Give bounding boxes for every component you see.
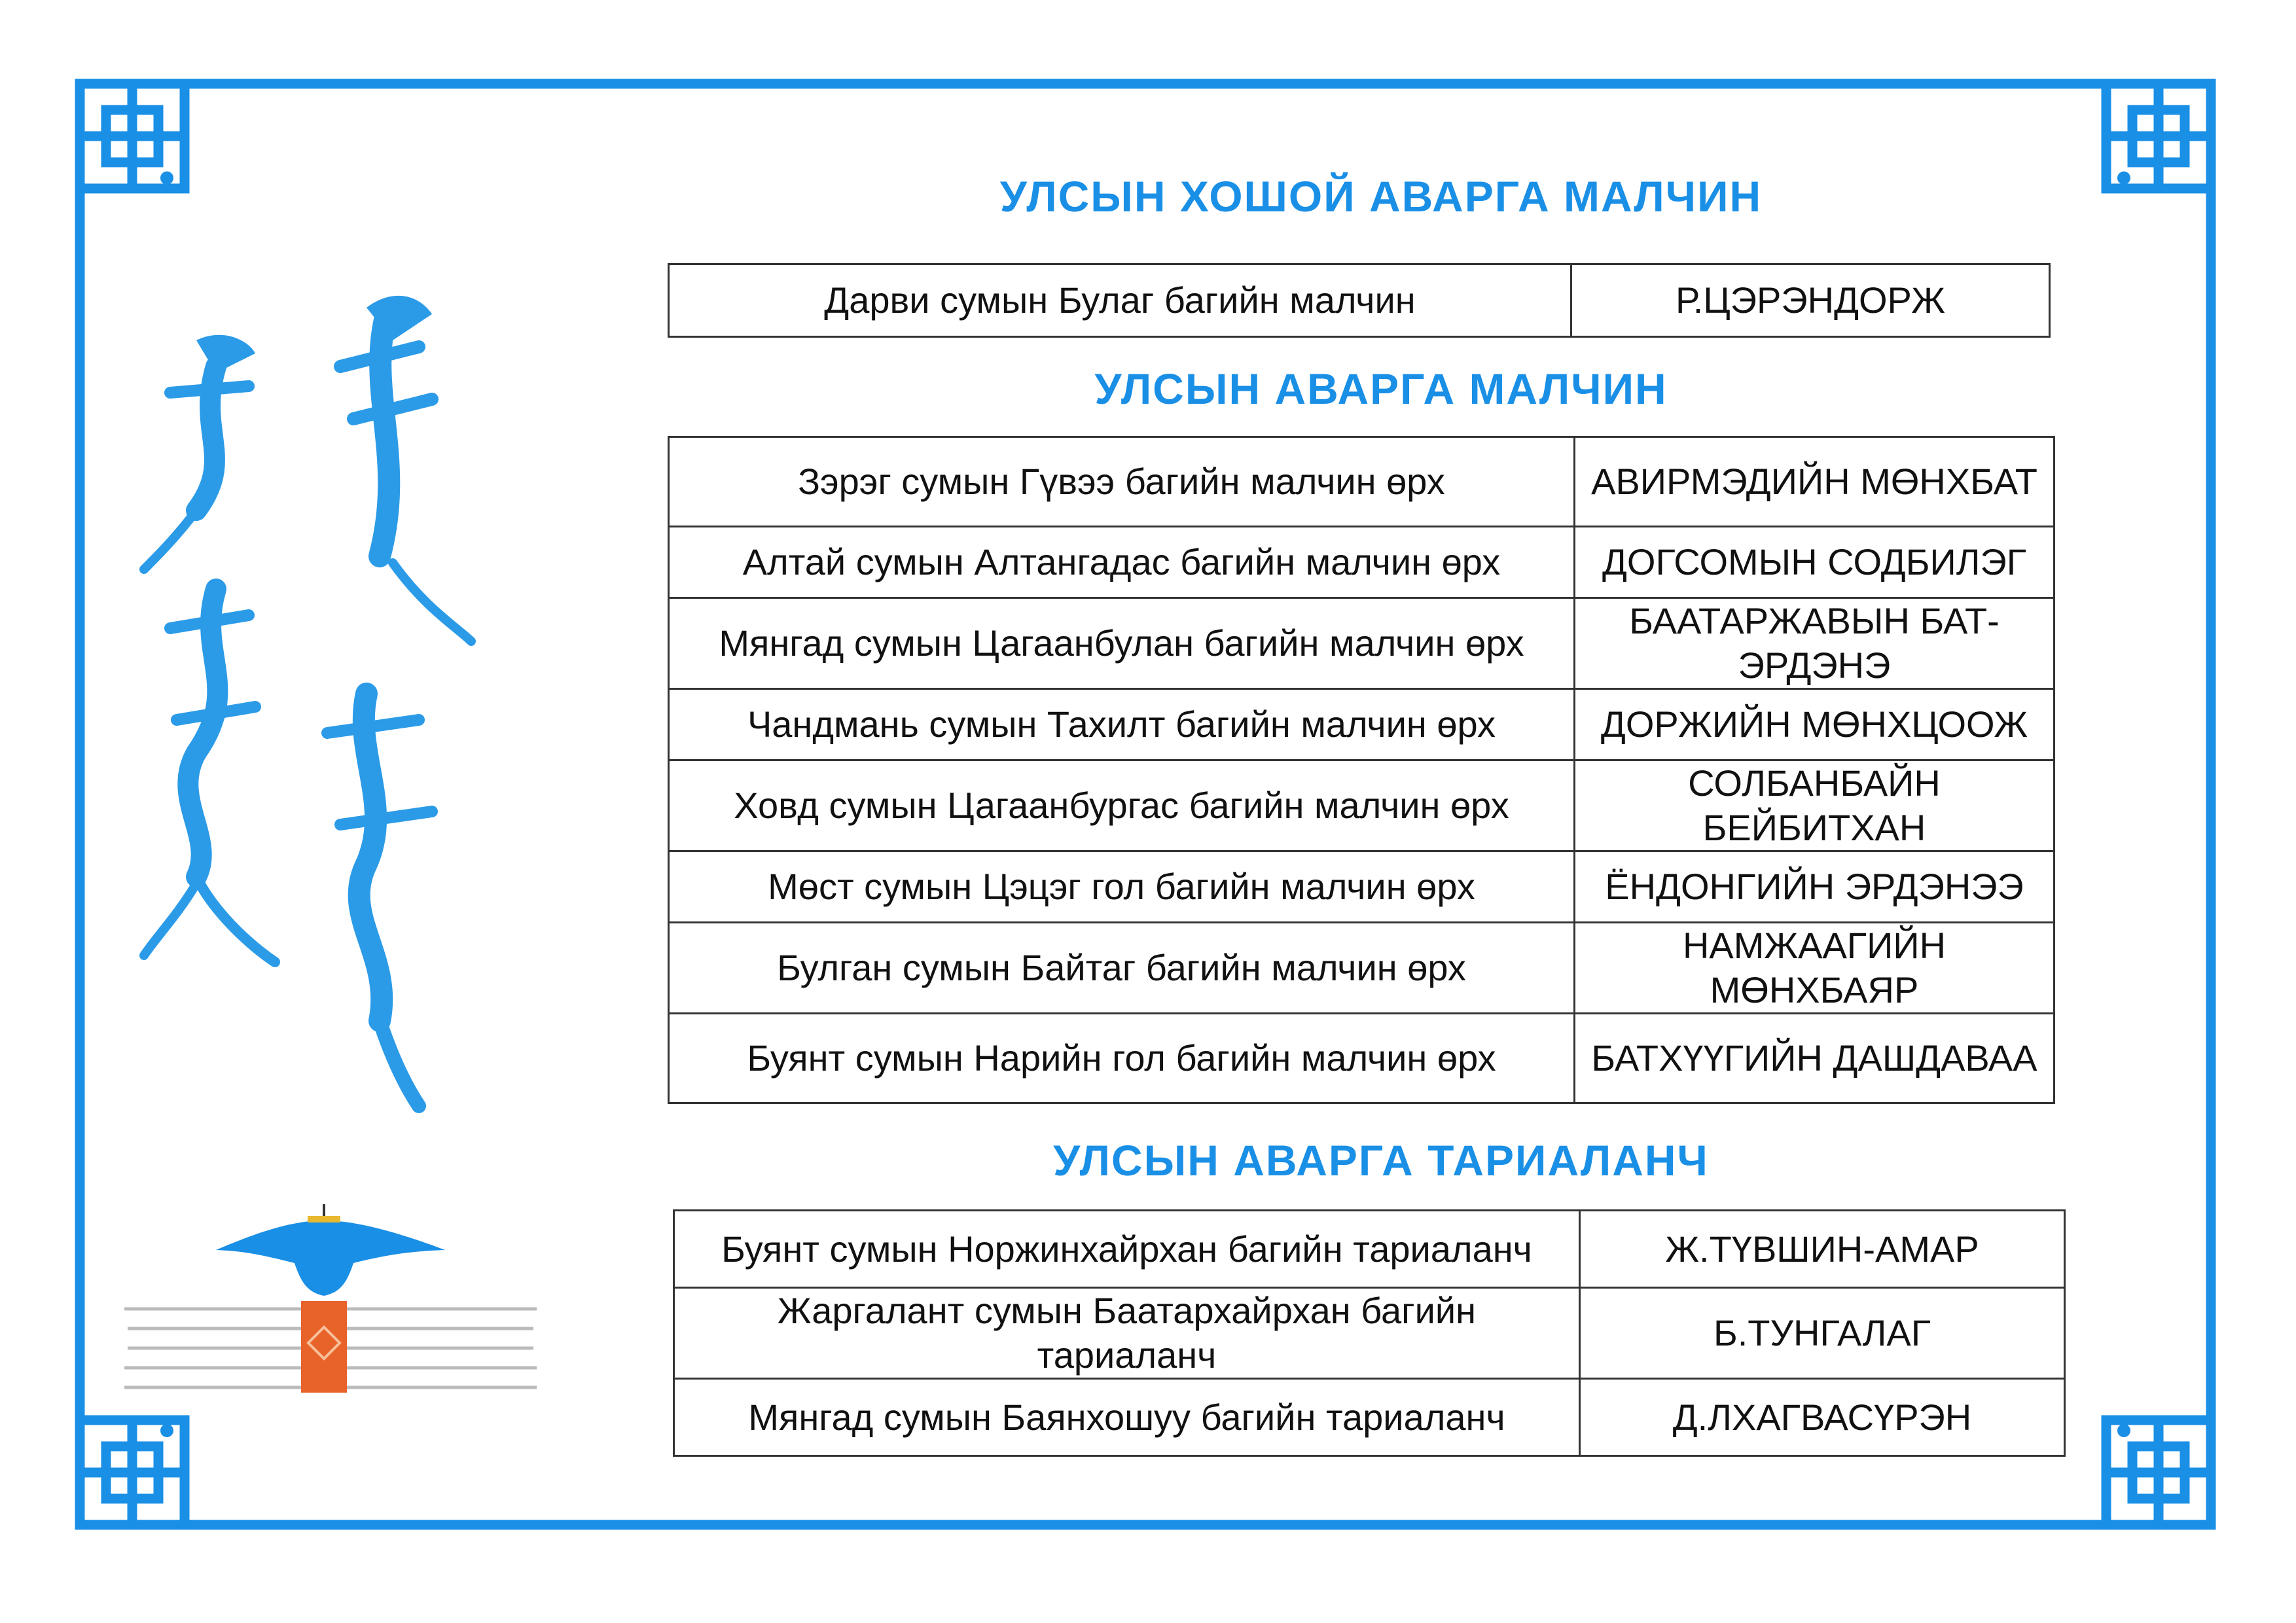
award-place-cell: Мөст сумын Цэцэг гол багийн малчин өрх (669, 851, 1575, 923)
award-place-cell: Ховд сумын Цагаанбургас багийн малчин өрх (669, 760, 1575, 851)
table-row (669, 689, 2054, 760)
awards-table-double-champion-herder (668, 263, 2051, 338)
award-name-cell: ЁНДОНГИЙН ЭРДЭНЭЭ (1575, 851, 2054, 923)
award-name-cell: ДОГСОМЫН СОДБИЛЭГ (1575, 527, 2054, 598)
award-place-cell: Дарви сумын Булаг багийн малчин (669, 264, 1571, 337)
award-name-cell: ДОРЖИЙН МӨНХЦООЖ (1575, 689, 2054, 760)
table-row (669, 851, 2054, 923)
award-name-cell: БАТХҮҮГИЙН ДАШДАВАА (1575, 1014, 2054, 1103)
award-name-cell: Б.ТУНГАЛАГ (1580, 1288, 2065, 1379)
award-name-cell: НАМЖААГИЙН МӨНХБАЯР (1575, 923, 2054, 1014)
table-row (669, 760, 2054, 851)
ger-emblem (124, 1204, 537, 1393)
award-place-cell: Алтай сумын Алтангадас багийн малчин өрх (669, 527, 1575, 598)
corner-knot-bottom-left (80, 1420, 185, 1525)
section-title-champion-herder: УЛСЫН АВАРГА МАЛЧИН (1094, 365, 1668, 413)
table-row (669, 1014, 2054, 1103)
award-place-cell: Мянгад сумын Цагаанбулан багийн малчин өрх (669, 598, 1575, 689)
table-row (674, 1288, 2065, 1379)
award-place-cell: Мянгад сумын Баянхошуу багийн тариаланч (674, 1379, 1580, 1456)
table-row (674, 1379, 2065, 1456)
corner-knot-bottom-right (2106, 1420, 2211, 1525)
corner-knot-top-left (80, 84, 185, 188)
award-place-cell: Зэрэг сумын Гүвээ багийн малчин өрх (669, 437, 1575, 527)
table-row (669, 437, 2054, 527)
table-row (674, 1211, 2065, 1288)
award-name-cell: БААТАРЖАВЫН БАТ-ЭРДЭНЭ (1575, 598, 2054, 689)
section-title-champion-farmer: УЛСЫН АВАРГА ТАРИАЛАНЧ (1053, 1136, 1709, 1185)
award-name-cell: Р.ЦЭРЭНДОРЖ (1571, 264, 2050, 337)
award-name-cell: АВИРМЭДИЙН МӨНХБАТ (1575, 437, 2054, 527)
awards-table-champion-farmer (673, 1209, 2066, 1457)
awards-table-champion-herder (668, 436, 2055, 1104)
award-place-cell: Жаргалант сумын Баатархайрхан багийн тариаланч (674, 1288, 1580, 1379)
table-row (669, 264, 2050, 337)
award-name-cell: Д.ЛХАГВАСҮРЭН (1580, 1379, 2065, 1456)
mongolian-calligraphy-art (144, 296, 471, 1106)
award-place-cell: Булган сумын Байтаг багийн малчин өрх (669, 923, 1575, 1014)
corner-knot-top-right (2106, 84, 2211, 188)
award-name-cell: СОЛБАНБАЙН БЕЙБИТХАН (1575, 760, 2054, 851)
section-title-double-champion-herder: УЛСЫН ХОШОЙ АВАРГА МАЛЧИН (999, 172, 1763, 221)
award-place-cell: Буянт сумын Норжинхайрхан багийн тариаланч (674, 1211, 1580, 1288)
table-row (669, 527, 2054, 598)
table-row (669, 923, 2054, 1014)
award-name-cell: Ж.ТҮВШИН-АМАР (1580, 1211, 2065, 1288)
table-row (669, 598, 2054, 689)
award-place-cell: Буянт сумын Нарийн гол багийн малчин өрх (669, 1014, 1575, 1103)
award-place-cell: Чандмань сумын Тахилт багийн малчин өрх (669, 689, 1575, 760)
